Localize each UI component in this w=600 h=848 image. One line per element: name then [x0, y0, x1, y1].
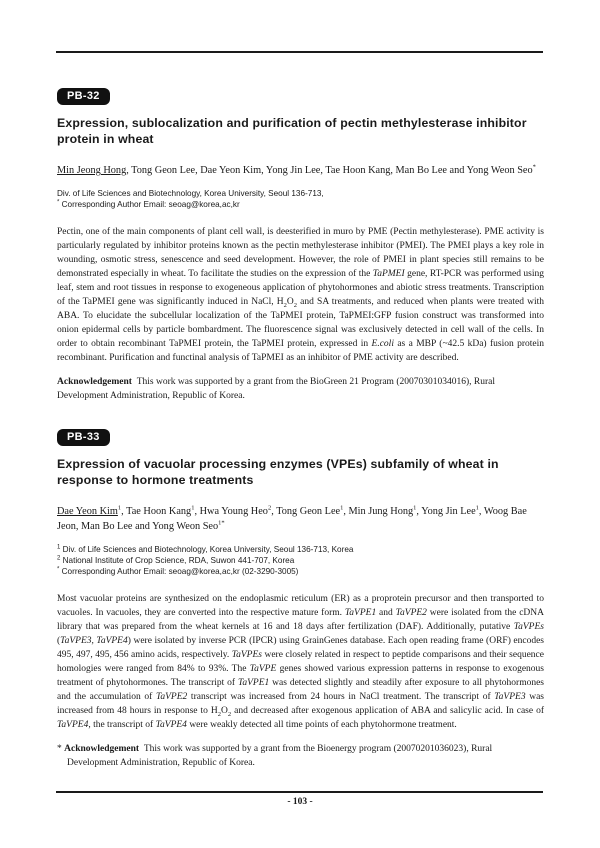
- first-author: Min Jeong Hong: [57, 165, 127, 176]
- acknowledgement-text: This work was supported by a grant from the Bioenergy program (20070201036023), Rural Development Administration, Republic of Korea.: [67, 744, 493, 768]
- acknowledgement-label: Acknowledgement: [64, 744, 140, 754]
- other-authors: , Tong Geon Lee, Dae Yeon Kim, Yong Jin Lee, Tae Hoon Kang, Man Bo Lee and Yong Weon Seo: [126, 165, 533, 176]
- footnote-bullet: *: [57, 744, 65, 754]
- corresponding-mark: *: [532, 163, 536, 171]
- acknowledgement: [57, 742, 544, 770]
- section-badge: PB-33: [57, 429, 110, 446]
- author: Tae Hoon Kang$^1$,: [126, 504, 200, 517]
- abstract-pb-32: [57, 86, 544, 403]
- affiliation-line: $^1$ Div. of Life Sciences and Biotechnology, Korea University, Seoul 136-713, Korea: [57, 544, 354, 554]
- author: Dae Yeon Kim$^1$,: [57, 504, 127, 517]
- abstract-title: Expression, sublocalization and purification of pectin methylesterase inhibitor protein in wheat: [57, 116, 527, 146]
- author-list: [57, 163, 544, 178]
- corresponding-email: * Corresponding Author Email: seoag@korea,ac,kr: [57, 199, 240, 209]
- affiliation-line: Div. of Life Sciences and Biotechnology, Korea University, Seoul 136-713,: [57, 189, 324, 198]
- author: Yong Jin Lee$^1$,: [421, 504, 484, 517]
- author: Hwa Young Heo$^2$,: [199, 504, 277, 517]
- page-number: - 103 -: [287, 797, 313, 807]
- abstract-title: Expression of vacuolar processing enzymes (VPEs) subfamily of wheat in response to hormone treatments: [57, 457, 499, 487]
- affiliations: [57, 188, 544, 210]
- section-badge: PB-32: [57, 88, 110, 105]
- author: Min Jung Hong$^1$,: [348, 504, 422, 517]
- top-rule: [56, 51, 543, 53]
- acknowledgement-text: This work was supported by a grant from the BioGreen 21 Program (20070301034016), Rural Development Administration, Republic of Korea.: [57, 377, 495, 401]
- abstract-body: Pectin, one of the main components of plant cell wall, is deesterified in muro by PME (Pectin methylesterase). PME activity is particularly regulated by inhibitor proteins known as the pectin methylesterase inhibitor (PMEI). The PMEI plays a key role in wounding, osmotic stress, senescence and seed development. However, the role of PMEI in plant species still remains to be demonstrated especially in wheat. To facilitate the studies on the expression of the TaPMEI gene, RT-PCR was performed using leaf, stem and root tissues in response to exogeneous application of phytohormones and abiotic stress treatments. Transcription of the TaPMEI gene was significantly induced in NaCl, $H_2O_2$ and SA treatments, and reduced when plants were treated with ABA. To elucidate the subcellular localization of the TaPMEI protein, TaPMEI:GFP fusion construct was transformed into onion epidermal cells by particle bombardment. The fluorescence signal was exclusively detected in cell wall of the cells. In order to obtain recombinant TaPMEI protein, the TaPMEI protein, expressed in E.coli as a MBP (~42.5 kDa) fusion protein recombinant. Purification and functinal analysis of TaPMEI as an inhibitor of PME activity are described.: [57, 227, 544, 363]
- affiliations: [57, 544, 544, 577]
- acknowledgement: [57, 375, 544, 403]
- abstract-pb-33: [57, 427, 544, 770]
- author: Tong Geon Lee$^1$,: [276, 504, 349, 517]
- affiliation-line: $^2$ National Institute of Crop Science, RDA, Suwon 441-707, Korea: [57, 555, 295, 565]
- bottom-rule: [56, 791, 543, 793]
- author-list: [57, 504, 544, 534]
- acknowledgement-label: Acknowledgement: [57, 377, 132, 387]
- abstract-body: Most vacuolar proteins are synthesized on the endoplasmic reticulum (ER) as a proprotein precursor and then transported to vacuoles. In vacuoles, they are converted into the respective mature form. TaVPE1 and TaVPE2 were isolated from the cDNA library that was prepared from the wheat kernels at 16 and 18 days after fertilization (DAF). Additionally, putative TaVPEs (TaVPE3, TaVPE4) were isolated by inverse PCR (IPCR) using GrainGenes database. Each open reading frame (ORF) encodes 495, 497, 495, 456 amino acids, respectively. TaVPEs were closely related in respect to peptide comparisons and their sequence homologies were ranged from 84% to 93%. The TaVPE genes showed various expression patterns in response to exogenous treatment of phytohormones. The transcript of TaVPE1 was detected slightly and steadily after exposure to all phytohormones and the accumulation of TaVPE2 transcript was increased from 24 hours in NaCl treatment. The transcript of TaVPE3 was increased from 48 hours in response to $H_2O_2$ and decreased after exogenous application of ABA and salicylic acid. In case of TaVPE4, the transcript of TaVPE4 were weakly detected all time points of each phytohormone treatment.: [57, 594, 545, 730]
- corresponding-email: * Corresponding Author Email: seoag@korea,ac,kr (02-3290-3005): [57, 566, 299, 576]
- author: Woog Bae Jeon, Man Bo Lee and Yong Weon Seo$^{1*}$: [57, 506, 527, 532]
